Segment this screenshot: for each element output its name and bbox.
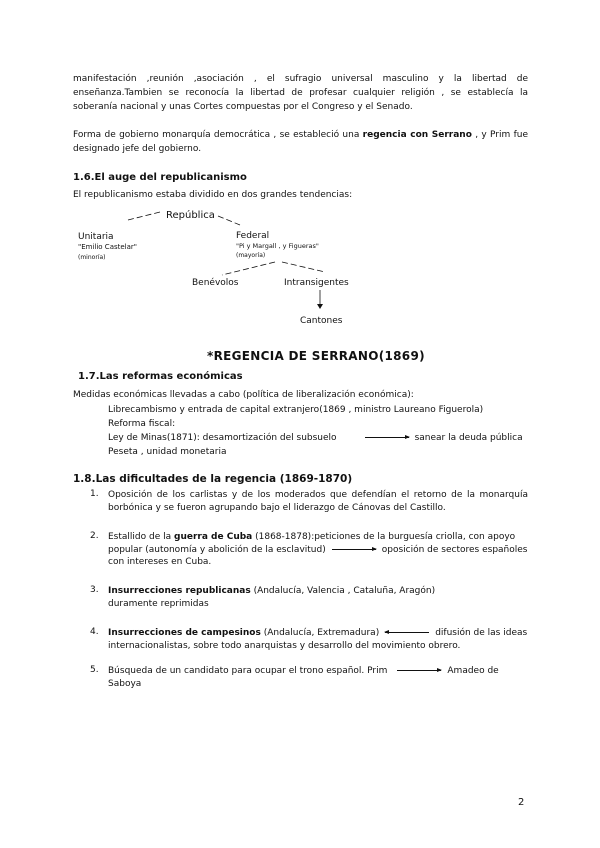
reform-item-1: Librecambismo y entrada de capital extranjero(1869 , ministro Laureano Figuerola) (108, 405, 484, 415)
reform-item-4: Peseta , unidad monetaria (108, 447, 227, 457)
diagram-intransigentes: Intransigentes (284, 278, 349, 288)
difficulty-2-post: (1868-1878):peticiones de la burguesía criolla, con apoyo popular (autonomía y abolición de la esclavitud) (108, 532, 516, 555)
difficulty-5-result: Amadeo de Saboya (108, 666, 499, 689)
intro-para2-bold: regencia con Serrano (362, 130, 472, 140)
difficulty-4-number: 4. (90, 627, 99, 637)
difficulty-3-number: 3. (90, 585, 99, 595)
page-number: 2 (518, 797, 525, 808)
intro-para2-post: , y Prim fue designado jefe del gobierno. (73, 130, 528, 154)
reform-item-3 (108, 433, 523, 443)
section-17-text: Medidas económicas llevadas a cabo (política de liberalización económica): (73, 390, 414, 400)
diagram-federal-note: (mayoría) (236, 252, 266, 259)
diagram-republica: República (166, 210, 215, 221)
section-16-text: El republicanismo estaba dividido en dos grandes tendencias: (73, 190, 353, 200)
section-17-heading: 1.7.Las reformas económicas (78, 371, 243, 382)
arrow-right (365, 437, 409, 438)
arrow-right (332, 549, 376, 550)
difficulty-1: Oposición de los carlistas y de los moderados que defendían el retorno de la monarquía borbónica y se fueron agrupando bajo el liderazgo de Cánovas del Castillo. (108, 490, 528, 513)
difficulty-4-post: (Andalucía, Extremadura) (260, 628, 380, 638)
difficulty-1-number: 1. (90, 489, 99, 499)
diagram-federal-leader: "Pi y Margall , y Figueras" (236, 242, 319, 250)
reform-item-2: Reforma fiscal: (108, 419, 176, 429)
line-to-intransigentes (282, 262, 325, 272)
difficulty-5-pre: Búsqueda de un candidato para ocupar el trono español. Prim (108, 666, 388, 676)
diagram-benevolos: Benévolos (192, 278, 239, 288)
diagram-federal: Federal (236, 231, 270, 241)
difficulty-2-result: oposición de sectores españoles con intereses en Cuba. (108, 544, 528, 567)
section-16-heading: 1.6.El auge del republicanismo (73, 172, 247, 183)
main-title: *REGENCIA DE SERRANO(1869) (207, 349, 425, 363)
difficulty-2-bold: guerra de Cuba (174, 532, 253, 542)
line-to-benevolos (222, 262, 275, 275)
difficulty-4-result: difusión de las ideas internacionalistas, sobre todo anarquistas y desarrollo del movimiento obrero. (108, 628, 528, 651)
difficulty-2 (108, 531, 528, 569)
section-18-heading: 1.8.Las dificultades de la regencia (1869-1870) (73, 473, 353, 485)
cantones-arrowhead (317, 304, 323, 309)
diagram-unitaria-leader: "Emilio Castelar" (78, 243, 138, 251)
arrow-left (385, 632, 429, 633)
difficulty-3 (108, 585, 468, 610)
difficulty-4-bold: Insurrecciones de campesinos (108, 628, 261, 638)
difficulty-3-bold: Insurrecciones republicanas (108, 586, 251, 596)
difficulty-4 (108, 627, 528, 652)
difficulty-3-post: (Andalucía, Valencia , Cataluña, Aragón) duramente reprimidas (108, 586, 436, 609)
difficulty-2-number: 2. (90, 531, 99, 541)
reform-item-3-text: Ley de Minas(1871): desamortización del subsuelo (108, 433, 337, 443)
reform-item-3-result: sanear la deuda pública (414, 433, 523, 443)
diagram-unitaria: Unitaria (78, 232, 114, 242)
diagram-unitaria-note: (minoría) (78, 254, 106, 261)
intro-para2-pre: Forma de gobierno monarquía democrática , se estableció una (73, 130, 363, 140)
diagram-cantones: Cantones (300, 316, 343, 326)
difficulty-5-number: 5. (90, 665, 99, 675)
intro-paragraph-1: manifestación ,reunión ,asociación , el sufragio universal masculino y la libertad de enseñanza.Tambien se reconocía la libertad de profesar cualquier religión , se establecía la soberanía nacional y unas Cortes compuestas por el Congreso y el Senado. (73, 74, 528, 112)
line-to-federal (218, 216, 240, 225)
line-to-unitaria (128, 212, 160, 220)
arrow-right (397, 670, 441, 671)
difficulty-5 (108, 665, 528, 690)
difficulty-2-pre: Estallido de la (108, 532, 174, 542)
